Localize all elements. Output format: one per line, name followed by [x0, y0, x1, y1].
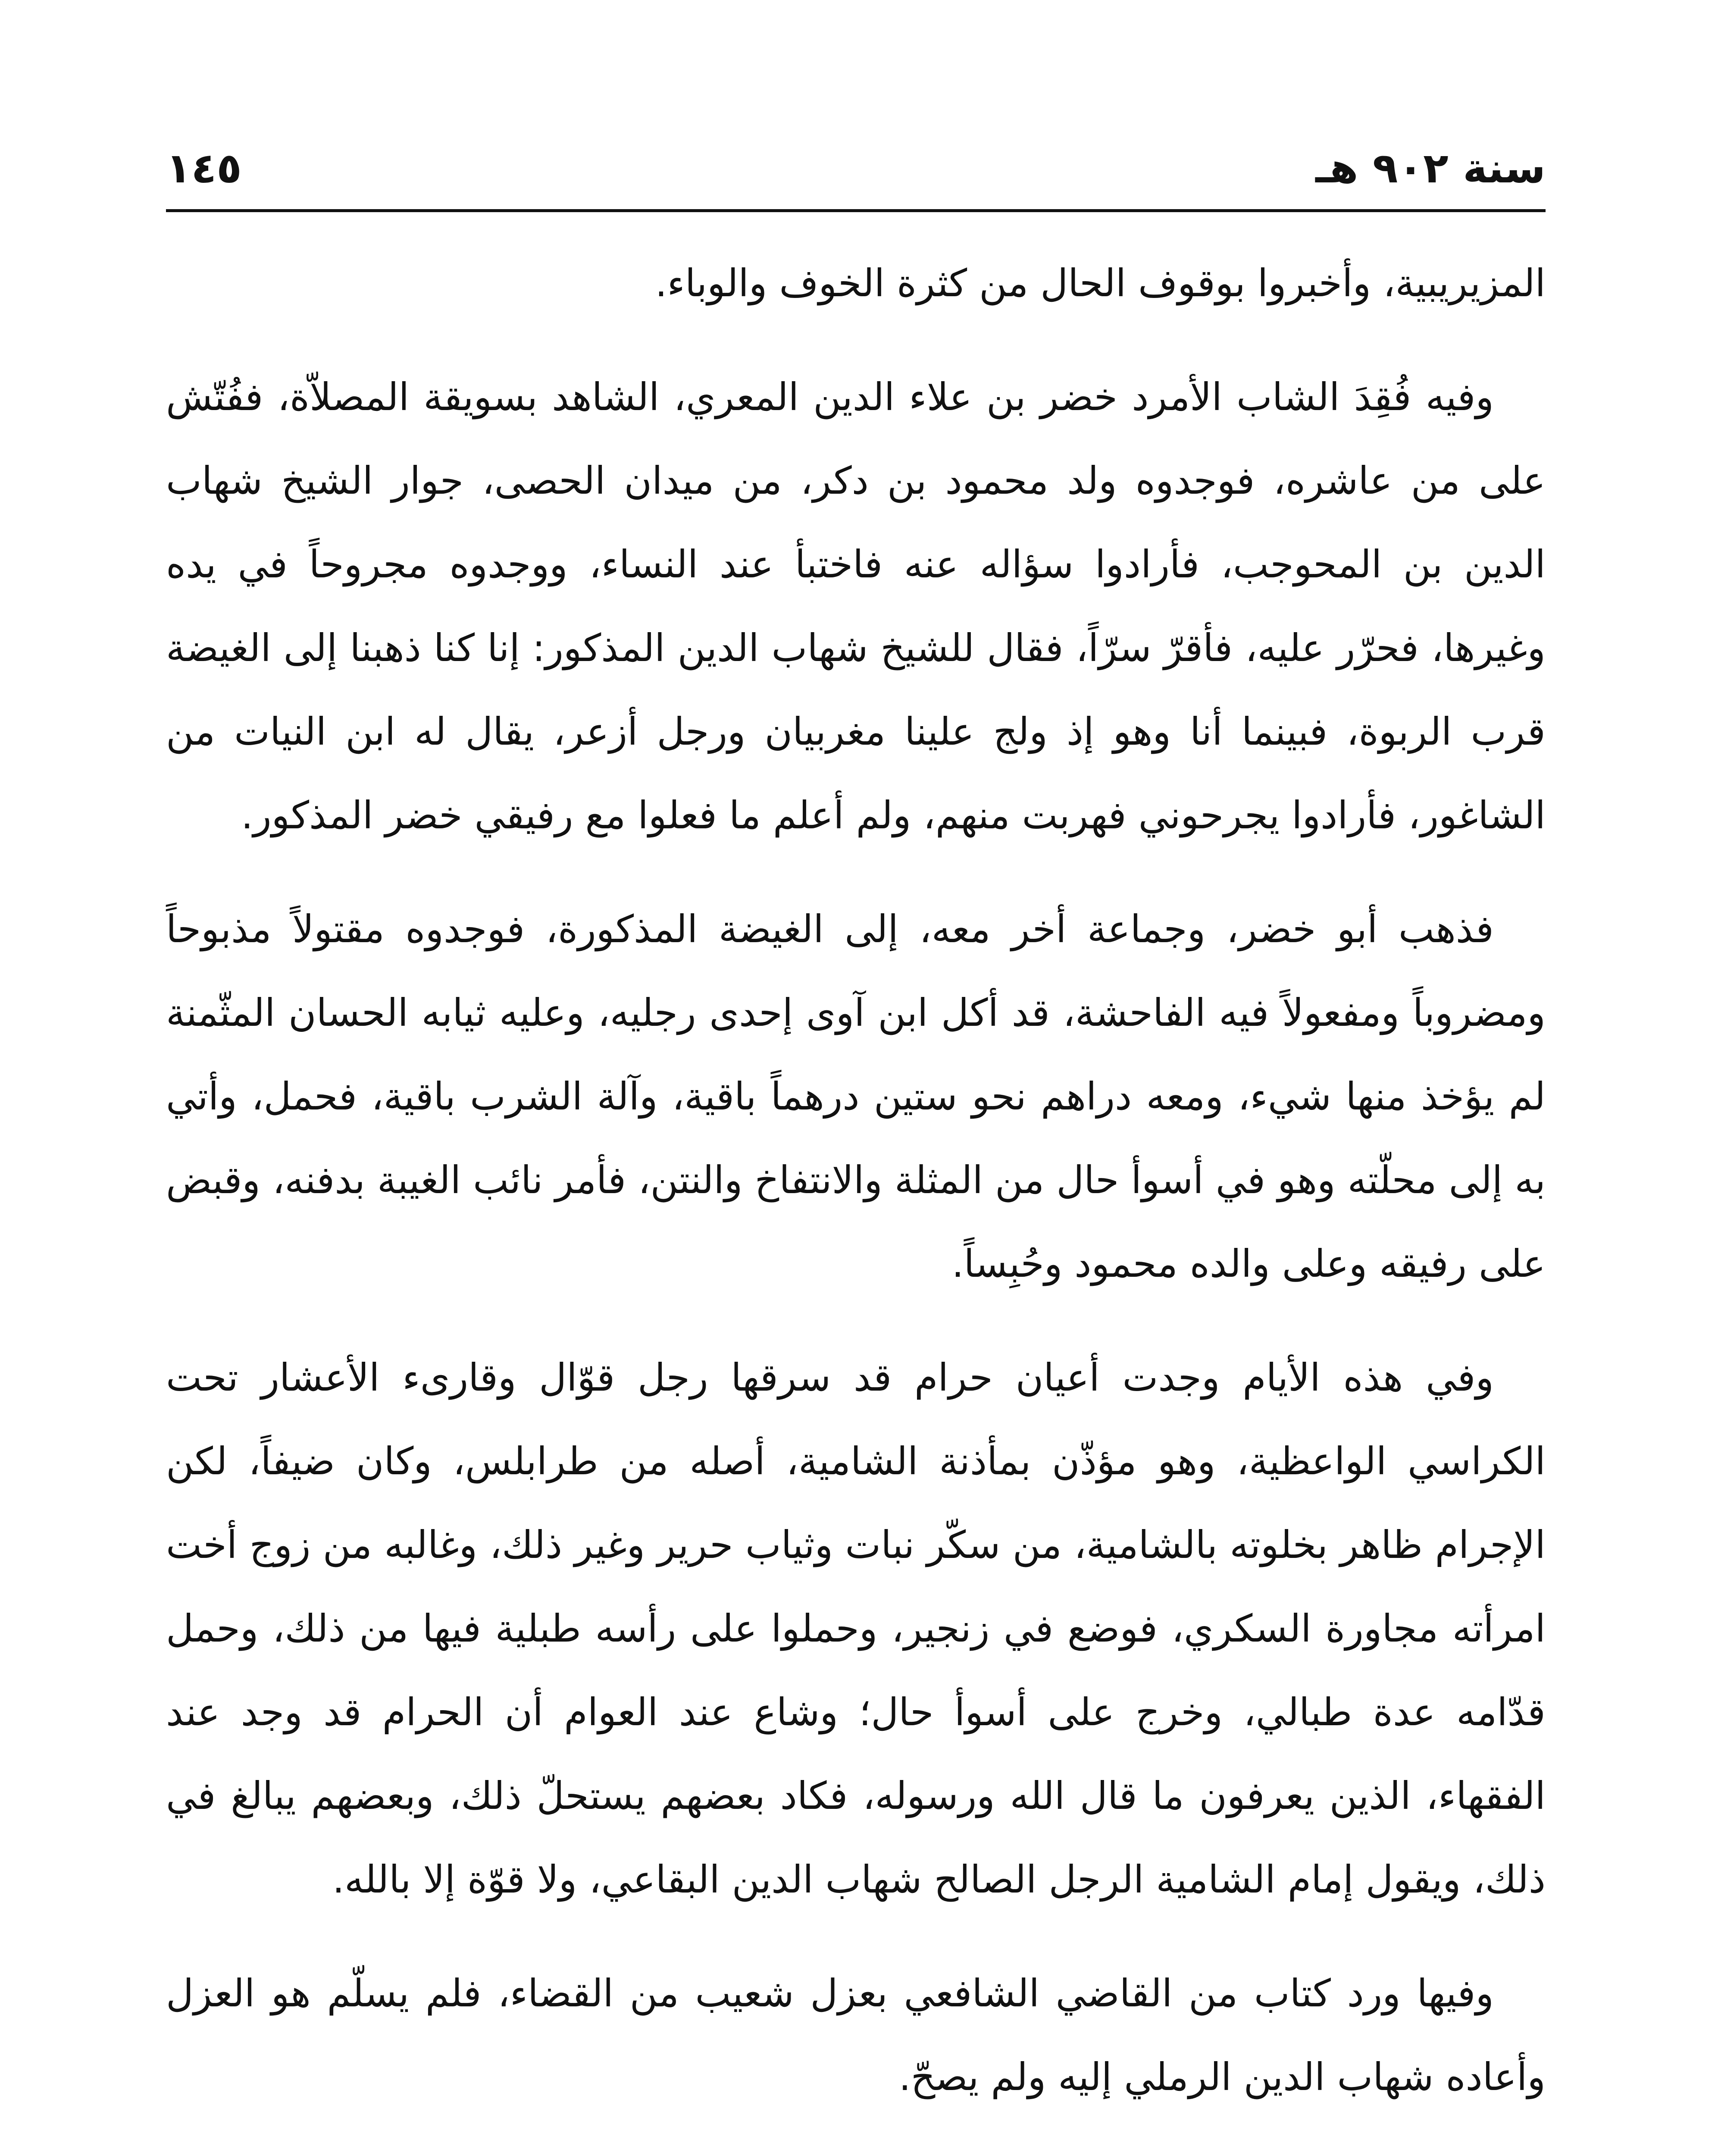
header-divider	[166, 209, 1546, 212]
running-title: سنة ٩٠٢ هـ	[1315, 144, 1546, 192]
paragraph	[166, 2149, 1546, 2156]
paragraph: فذهب أبو خضر، وجماعة أخر معه، إلى الغيضة المذكورة، فوجدوه مقتولاً مذبوحاً ومضروباً ومفعولاً فيه الفاحشة، قد أكل ابن آوى إحدى رجليه، وعليه ثيابه الحسان المثّمنة لم يؤخذ منها شيء، ومعه دراهم نحو ستين درهماً باقية، وآلة الشرب باقية، فحمل، وأتي به إلى محلّته وهو في أسوأ حال من المثلة والانتفاخ والنتن، فأمر نائب الغيبة بدفنه، وقبض على رفيقه وعلى والده محمود وحُبِساً.	[166, 907, 1546, 1286]
page-header	[166, 129, 1546, 207]
body-text	[166, 241, 1546, 2156]
paragraph: وفي هذه الأيام وجدت أعيان حرام قد سرقها رجل قوّال وقارىء الأعشار تحت الكراسي الواعظية، وهو مؤذّن بمأذنة الشامية، أصله من طرابلس، وكان ضيفاً، لكن الإجرام ظاهر بخلوته بالشامية، من سكّر نبات وثياب حرير وغير ذلك، وغالبه من زوج أخت امرأته مجاورة السكري، فوضع في زنجير، وحملوا على رأسه طبلية فيها من ذلك، وحمل قدّامه عدة طبالي، وخرج على أسوأ حال؛ وشاع عند العوام أن الحرام قد وجد عند الفقهاء، الذين يعرفون ما قال الله ورسوله، فكاد بعضهم يستحلّ ذلك، وبعضهم يبالغ في ذلك، ويقول إمام الشامية الرجل الصالح شهاب الدين البقاعي، ولا قوّة إلا بالله.	[166, 1355, 1546, 1902]
paragraph: وفيه فُقِدَ الشاب الأمرد خضر بن علاء الدين المعري، الشاهد بسويقة المصلاّة، ففُتّش على من عاشره، فوجدوه ولد محمود بن دكر، من ميدان الحصى، جوار الشيخ شهاب الدين بن المحوجب، فأرادوا سؤاله عنه فاختبأ عند النساء، ووجدوه مجروحاً في يده وغيرها، فحرّر عليه، فأقرّ سرّاً، فقال للشيخ شهاب الدين المذكور: إنا كنا ذهبنا إلى الغيضة قرب الربوة، فبينما أنا وهو إذ ولج علينا مغربيان ورجل أزعر، يقال له ابن النيات من الشاغور، فأرادوا يجرحوني فهربت منهم، ولم أعلم ما فعلوا مع رفيقي خضر المذكور.	[166, 375, 1546, 837]
paragraph: وفيها ورد كتاب من القاضي الشافعي بعزل شعيب من القضاء، فلم يسلّم هو العزل وأعاده شهاب الدين الرملي إليه ولم يصحّ.	[166, 1971, 1546, 2099]
paragraph: المزيريبية، وأخبروا بوقوف الحال من كثرة الخوف والوباء.	[655, 261, 1546, 305]
page-number: ١٤٥	[166, 144, 242, 192]
